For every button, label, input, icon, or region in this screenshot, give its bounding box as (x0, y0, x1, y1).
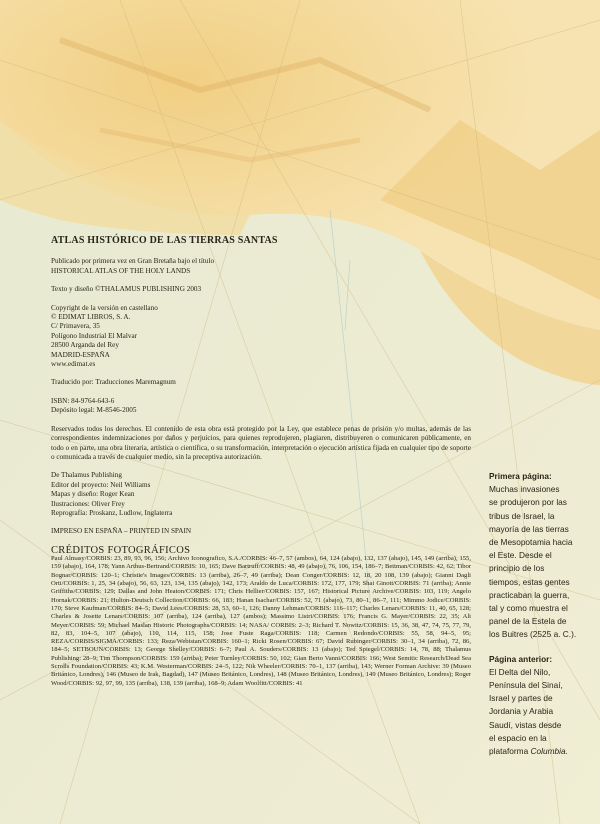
credits-heading: CRÉDITOS FOTOGRÁFICOS (51, 544, 191, 556)
caption-line: tiempos, estas gentes (489, 576, 570, 587)
caption-line: de Mesopotamia hacia (489, 537, 573, 548)
design-copyright: Texto y diseño ©THALAMUS PUBLISHING 2003 (51, 285, 202, 294)
caption-line: practicaban la guerra, (489, 589, 570, 600)
publisher-address: Polígono Industrial El Malvar (51, 331, 138, 340)
first-page-heading: Primera página: (489, 471, 552, 481)
caption-text: plataforma (489, 746, 529, 757)
caption-line: el espacio en la (489, 732, 547, 743)
caption-line: los Buitres (2525 a. C.). (489, 629, 577, 640)
caption-line: se produjeron por las (489, 497, 567, 508)
translation-credit: Traducido por: Traducciones Maremagnum (51, 378, 176, 387)
imprint-block (51, 236, 471, 688)
staff-line: Editor del proyecto: Neil Williams (51, 480, 151, 489)
publication-line-1: Publicado por primera vez en Gran Bretaña bajo el título (51, 257, 215, 266)
caption-line: tribus de Israel, la (489, 510, 555, 521)
publisher-address: C/ Primavera, 35 (51, 322, 100, 331)
caption-line: Península del Sinaí, (489, 680, 563, 691)
legal-deposit: Depósito legal: M-8546-2005 (51, 406, 137, 415)
publisher-address: 28500 Arganda del Rey (51, 341, 119, 350)
book-title: ATLAS HISTÓRICO DE LAS TIERRAS SANTAS (51, 235, 278, 246)
publisher-name: © EDIMAT LIBROS, S. A. (51, 313, 131, 322)
caption-line: tal y como muestra el (489, 603, 568, 614)
isbn: ISBN: 84-9764-643-6 (51, 396, 115, 405)
publisher-website: www.edimat.es (51, 360, 96, 369)
platform-name: Columbia. (530, 746, 568, 757)
spanish-copyright-line: Copyright de la versión en castellano (51, 303, 158, 312)
caption-line: Israel y partes de (489, 693, 553, 704)
caption-line-last (489, 745, 591, 758)
publisher-address: MADRID-ESPAÑA (51, 350, 110, 359)
caption-line: mayoría de las tierras (489, 523, 569, 534)
caption-line: El Delta del Nilo, (489, 666, 551, 677)
caption-line: principio de los (489, 563, 545, 574)
caption-line: Saudí, vistas desde (489, 719, 562, 730)
caption-sidebar (489, 470, 591, 758)
staff-line: De Thalamus Publishing (51, 471, 122, 480)
caption-line: el Este. Desde el (489, 550, 552, 561)
staff-line: Mapas y diseño: Roger Kean (51, 490, 135, 499)
staff-line: Ilustraciones: Oliver Frey (51, 499, 125, 508)
staff-line: Reprografía: Proskanz, Ludlow, Inglaterra (51, 508, 173, 517)
publication-line-2: HISTORICAL ATLAS OF THE HOLY LANDS (51, 266, 191, 275)
rights-notice: Reservados todos los derechos. El contenido de esta obra está protegido por la Ley, que establece penas de prisión y/o multas, además de las correspondientes indemnizaciones por daños y perjuicios, para quienes reprodujeren, plagiaren, distribuyeren o comunicaren públicamente, en todo o en parte, una obra literaria, artística o científica, o su transformación, interpretación o ejecución artística fijada en cualquier tipo de soporte o comunicada a través de cualquier medio, sin la preceptiva autorización. (51, 424, 471, 461)
caption-line: Muchas invasiones (489, 484, 560, 495)
photo-credits: Paul Almasy/CORBIS: 23, 89, 93, 96, 156; Archivo Iconografico, S.A./CORBIS: 46–7, 57 (ambos), 64, 124 (abajo), 132, 137 (abajo), 145, 149 (arriba), 155, 159 (abajo), 164, 178; Yann Arthus-Bertrand/CORBIS: 10, 165; Dave Bartruff/CORBIS: 48, 49 (abajo), 76, 106, 154, 186–7; Bettman/CORBIS: 42, 62; Tibor Bognar/CORBIS: 120–1; Christie's Images/CORBIS: 13 (arriba), 26–7, 49 (arriba); Dean Conger/CORBIS: 12, 18, 20 108, 139 (abajo); Gianni Dagli Orti/CORBIS: 1, 25, 34 (abajo), 56, 63, 123, 134, 135 (abajo), 142, 173; Araldo de Luca/CORBIS: 172, 177, 179; Shai Ginott/CORBIS: 71 (arriba); Annie Griffiths/CORBIS: 129; Dallas and John Heaton/CORBIS: 171; Chris Hellier/CORBIS: 157, 167; Historical Picture Archive/CORBIS: 103, 119; Angelo Hornak/CORBIS: 21; Hulton-Deutsch Collection/CORBIS: 66, 183; Hanan Isachar/CORBIS: 52, 71 (abajo), 73, 80–1, 86–7, 111; Mimmo Jodice/CORBIS: 170; Steve Kaufman/CORBIS: 84–5; David Lees/CORBIS: 28, 53, 60–1, 126; Danny Lehman/CORBIS: 116–117; Charles Lenars/CORBIS: 11, 40, 65, 128; Charles & Josette Lenars/CORBIS: 107 (arriba), 124 (arriba), 127 (ambos); Massimo Listri/CORBIS: 176; Francis G. Mayer/CORBIS: 22, 35; Ali Meyer/CORBIS: 59; Michael Maslan Historic Photographs/CORBIS: 14; NASA/ CORBIS: 2–3; Richard T. Nowitz/CORBIS: 15, 36, 38, 47, 74, 75, 77, 79, 82, 83, 104–5, 107 (abajo), 110, 114, 115, 158; Jose Fuste Raga/CORBIS: 118; Carmen Redondo/CORBIS: 55, 58, 94–5, 95; REZA/CORBIS/SIGMA/CORBIS: 133; Reza/Webistan/CORBIS: 160–1; Ricki Rosen/CORBIS: 67; David Rubinger/CORBIS: 30–1, 34 (arriba), 72, 86, 184–5; SETBOUN/CORBIS: 13; George Shelley/CORBIS: 6–7; Paul A. Souders/CORBIS: 13 (abajo); Ted Spiegel/CORBIS: 14, 78, 88; Thalamus Publishing: 28–9; Tim Thompson/CORBIS: 159 (arriba); Peter Turnley/CORBIS: 50, 102; Gian Berto Vanni/CORBIS: 166; West Semitic Research/Dead Sea Scrolls Foundation/CORBIS: 43; K.M. Westerman/CORBIS: 24–5, 122; Nik Wheeler/CORBIS: 70–1, 137 (arriba), 143; Werner Forman Archive: 39 (Museo Británico, Londres), 146 (Museo de Irak, Bagdad), 147 (Museo Británico, Londres), 148 (Museo Británico, Londres), 149 (Museo Británico, Londres); Roger Wood/CORBIS: 92, 97, 99, 135 (arriba), 138, 139 (arriba), 168–9; Adam Woolfitt/CORBIS: 41 (51, 555, 471, 687)
caption-line: Jordania y Arabia (489, 706, 554, 717)
printed-in: IMPRESO EN ESPAÑA – PRINTED IN SPAIN (51, 527, 192, 536)
previous-page-heading: Página anterior: (489, 653, 553, 664)
caption-line: panel de la Estela de (489, 616, 567, 627)
